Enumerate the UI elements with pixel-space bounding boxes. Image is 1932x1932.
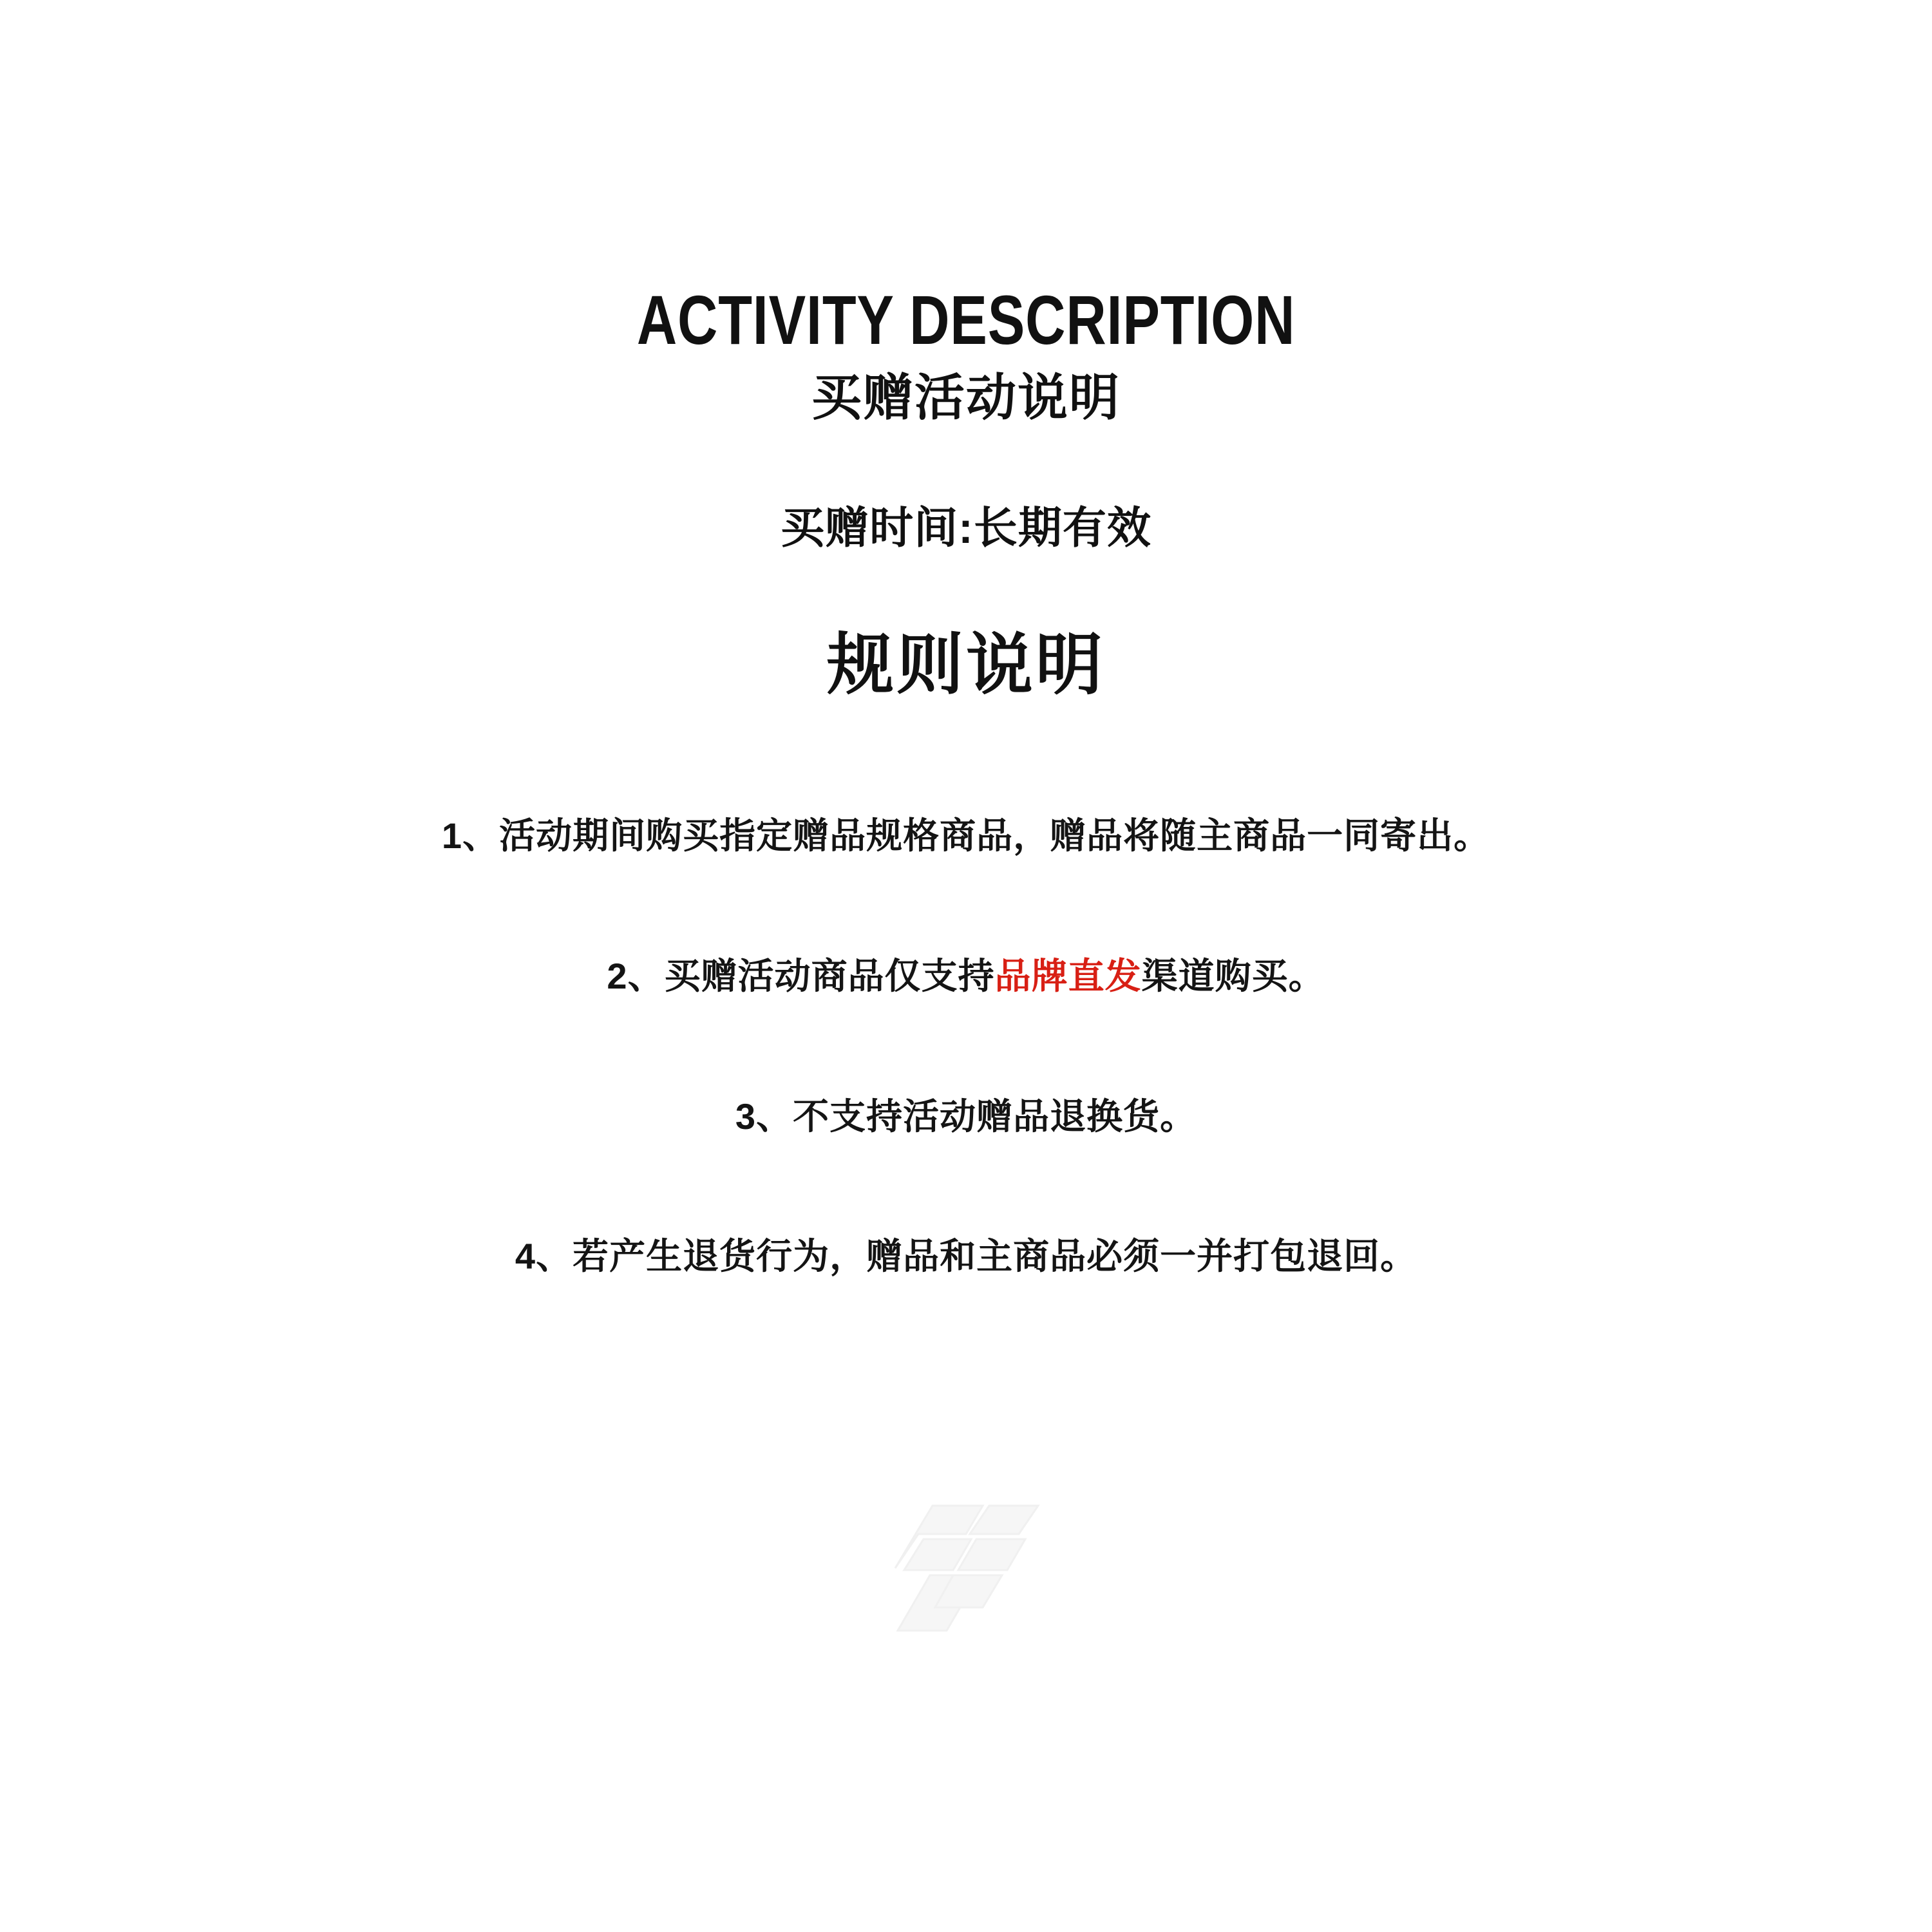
rule-item-4 xyxy=(515,1232,1417,1281)
rule-index-4: 4、 xyxy=(515,1236,573,1277)
rule-text-1: 活动期间购买指定赠品规格商品，赠品将随主商品一同寄出。 xyxy=(499,815,1491,857)
rule-item-2 xyxy=(607,952,1325,1001)
rule-item-1 xyxy=(442,811,1490,860)
rule-item-3 xyxy=(735,1092,1197,1141)
rule-text-3: 不支持活动赠品退换货。 xyxy=(793,1095,1197,1137)
rule-text-2-after: 渠道购买。 xyxy=(1141,955,1325,996)
rule-index-2: 2、 xyxy=(607,955,665,996)
rule-index-3: 3、 xyxy=(735,1095,793,1137)
rule-text-4: 若产生退货行为，赠品和主商品必须一并打包退回。 xyxy=(573,1236,1417,1277)
rule-text-2-highlight: 品牌直发 xyxy=(994,955,1142,996)
page-title-cn: 买赠活动说明 xyxy=(811,369,1121,426)
brand-logo-watermark-icon xyxy=(857,1494,1075,1655)
page-title-en: ACTIVITY DESCRIPTION xyxy=(636,281,1296,359)
rules-list xyxy=(0,811,1932,1280)
rule-index-1: 1、 xyxy=(441,815,500,857)
rules-section-title: 规则说明 xyxy=(826,627,1105,703)
rule-text-2-before: 买赠活动商品仅支持 xyxy=(664,955,995,996)
activity-period: 买赠时间:长期有效 xyxy=(781,504,1151,553)
